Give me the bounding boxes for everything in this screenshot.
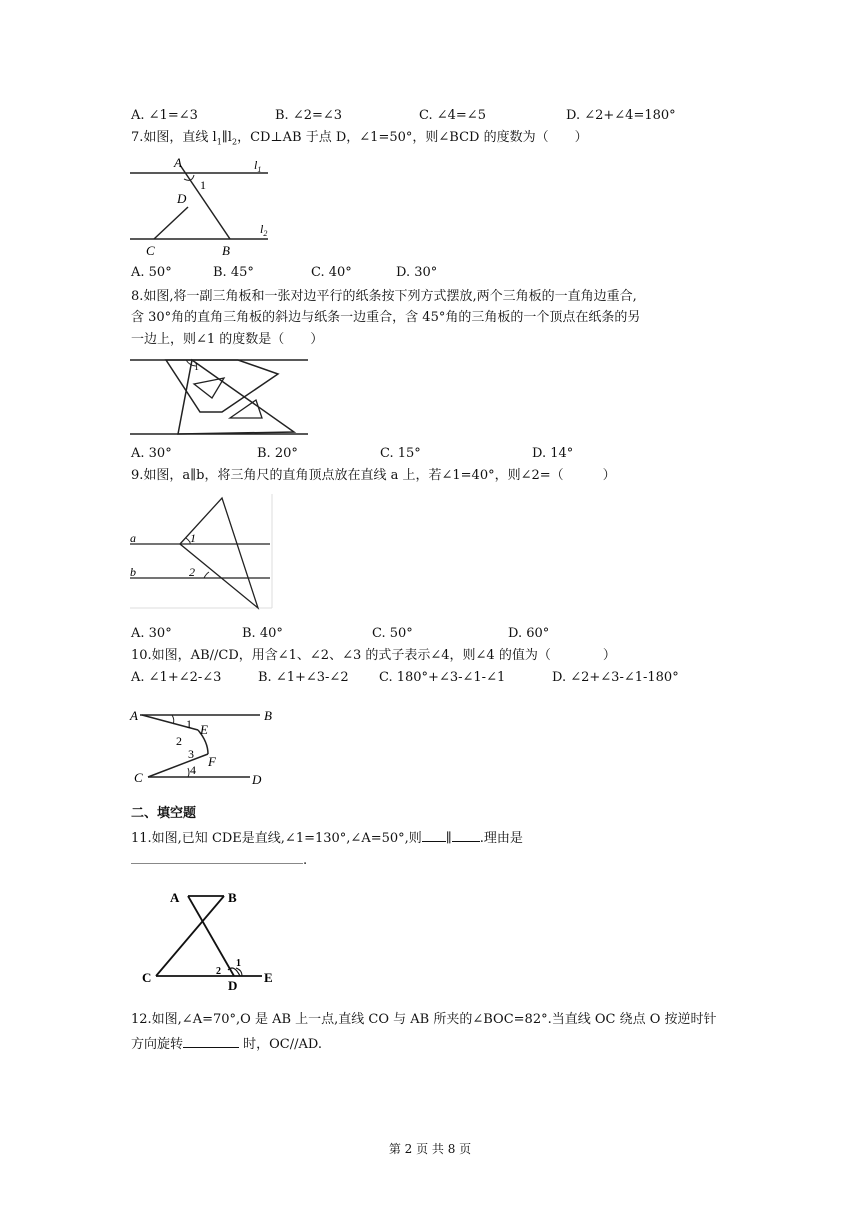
q7-label-l1: $l_1$ [254, 158, 262, 174]
q10-label-4: 4 [190, 763, 196, 777]
q11-blank-2[interactable] [452, 829, 480, 842]
q11-label-e: E [264, 970, 273, 985]
q7-label-c: C [146, 243, 155, 257]
q7-label-l2: $l_2$ [260, 222, 268, 238]
q6-option-d: D. ∠2+∠4=180° [566, 108, 676, 123]
q11-blank-reason[interactable] [131, 851, 303, 864]
q9-option-a: A. 30° [131, 626, 172, 641]
q7-label-b: B [222, 243, 230, 257]
q8-option-d: D. 14° [532, 446, 574, 461]
q10-option-d: D. ∠2+∠3-∠1-180° [552, 670, 679, 685]
q7-label-1: 1 [200, 178, 206, 192]
q7-option-c: C. 40° [311, 265, 352, 280]
q10-option-a: A. ∠1+∠2-∠3 [131, 670, 222, 685]
q10-stem: 10.如图，AB//CD，用含∠1、∠2、∠3 的式子表示∠4，则∠4 的值为（ ） [131, 648, 616, 663]
q8-label-1: 1 [194, 362, 199, 373]
q9-label-1: 1 [190, 531, 196, 545]
q9-label-2: 2 [189, 565, 195, 579]
q8-stem-line1: 8.如图,将一副三角板和一张对边平行的纸条按下列方式摆放,两个三角板的一直角边重合, [131, 289, 637, 304]
q6-option-a: A. ∠1=∠3 [131, 108, 198, 123]
q8-figure [128, 354, 312, 438]
section-title-fill-in: 二、填空题 [131, 806, 197, 821]
q10-label-2: 2 [176, 734, 182, 748]
q10-label-b: B [264, 708, 272, 723]
q11-label-2: 2 [216, 966, 221, 977]
q6-option-c: C. ∠4=∠5 [419, 108, 486, 123]
q12-stem-line2: 方向旋转 时，OC//AD. [131, 1037, 322, 1052]
q7-figure [128, 153, 274, 257]
q7-stem: 7.如图，直线 $l_1\parallel l_2$，CD⊥AB 于点 D，∠1=50°，则∠BCD 的度数为（ ） [131, 130, 588, 147]
q9-label-a: a [130, 531, 136, 545]
q10-label-3: 3 [188, 747, 194, 761]
q9-option-d: D. 60° [508, 626, 550, 641]
q8-option-a: A. 30° [131, 446, 172, 461]
q10-label-e: E [200, 722, 208, 737]
q11-blank-1[interactable] [422, 829, 446, 842]
page-footer: 第 2 页 共 8 页 [388, 1142, 472, 1156]
q11-label-c: C [142, 970, 152, 985]
q11-label-d: D [228, 978, 238, 992]
q6-option-b: B. ∠2=∠3 [275, 108, 343, 123]
q10-label-f: F [208, 754, 216, 769]
q10-option-b: B. ∠1+∠3-∠2 [258, 670, 349, 685]
q8-stem-line3: 一边上，则∠1 的度数是（ ） [131, 332, 324, 347]
q9-option-b: B. 40° [242, 626, 283, 641]
q7-option-d: D. 30° [396, 265, 438, 280]
q10-label-d: D [252, 772, 262, 787]
q10-label-a: A [130, 708, 138, 723]
q9-figure [128, 492, 274, 614]
q7-label-d: D [177, 191, 187, 206]
q11-reason-line: . [131, 851, 307, 869]
q9-option-c: C. 50° [372, 626, 413, 641]
q7-option-b: B. 45° [213, 265, 254, 280]
q9-stem: 9.如图，a∥b，将三角尺的直角顶点放在直线 a 上，若∠1=40°，则∠2=（ ） [131, 468, 616, 483]
q10-option-c: C. 180°+∠3-∠1-∠1 [379, 670, 506, 685]
q11-stem: 11.如图,已知 CDE是直线,∠1=130°,∠A=50°,则 ∥ .理由是 [131, 831, 523, 846]
q8-stem-line2: 含 30°角的直角三角板的斜边与纸条一边重合，含 45°角的三角板的一个顶点在纸条的另 [131, 310, 641, 325]
q9-label-b: b [130, 565, 136, 579]
q11-label-b: B [228, 890, 237, 905]
q11-figure [136, 886, 282, 992]
q11-label-a: A [170, 890, 180, 905]
q10-label-1: 1 [186, 717, 192, 731]
q8-option-c: C. 15° [380, 446, 421, 461]
q7-label-a: A [174, 155, 182, 170]
q10-label-c: C [134, 770, 143, 785]
q12-blank[interactable] [183, 1035, 239, 1048]
q7-option-a: A. 50° [131, 265, 172, 280]
q8-option-b: B. 20° [257, 446, 298, 461]
q10-figure [128, 700, 274, 790]
q11-label-1: 1 [236, 958, 241, 969]
q12-stem-line1: 12.如图,∠A=70°,O 是 AB 上一点,直线 CO 与 AB 所夹的∠BOC=82°.当直线 OC 绕点 O 按逆时针 [131, 1012, 717, 1027]
